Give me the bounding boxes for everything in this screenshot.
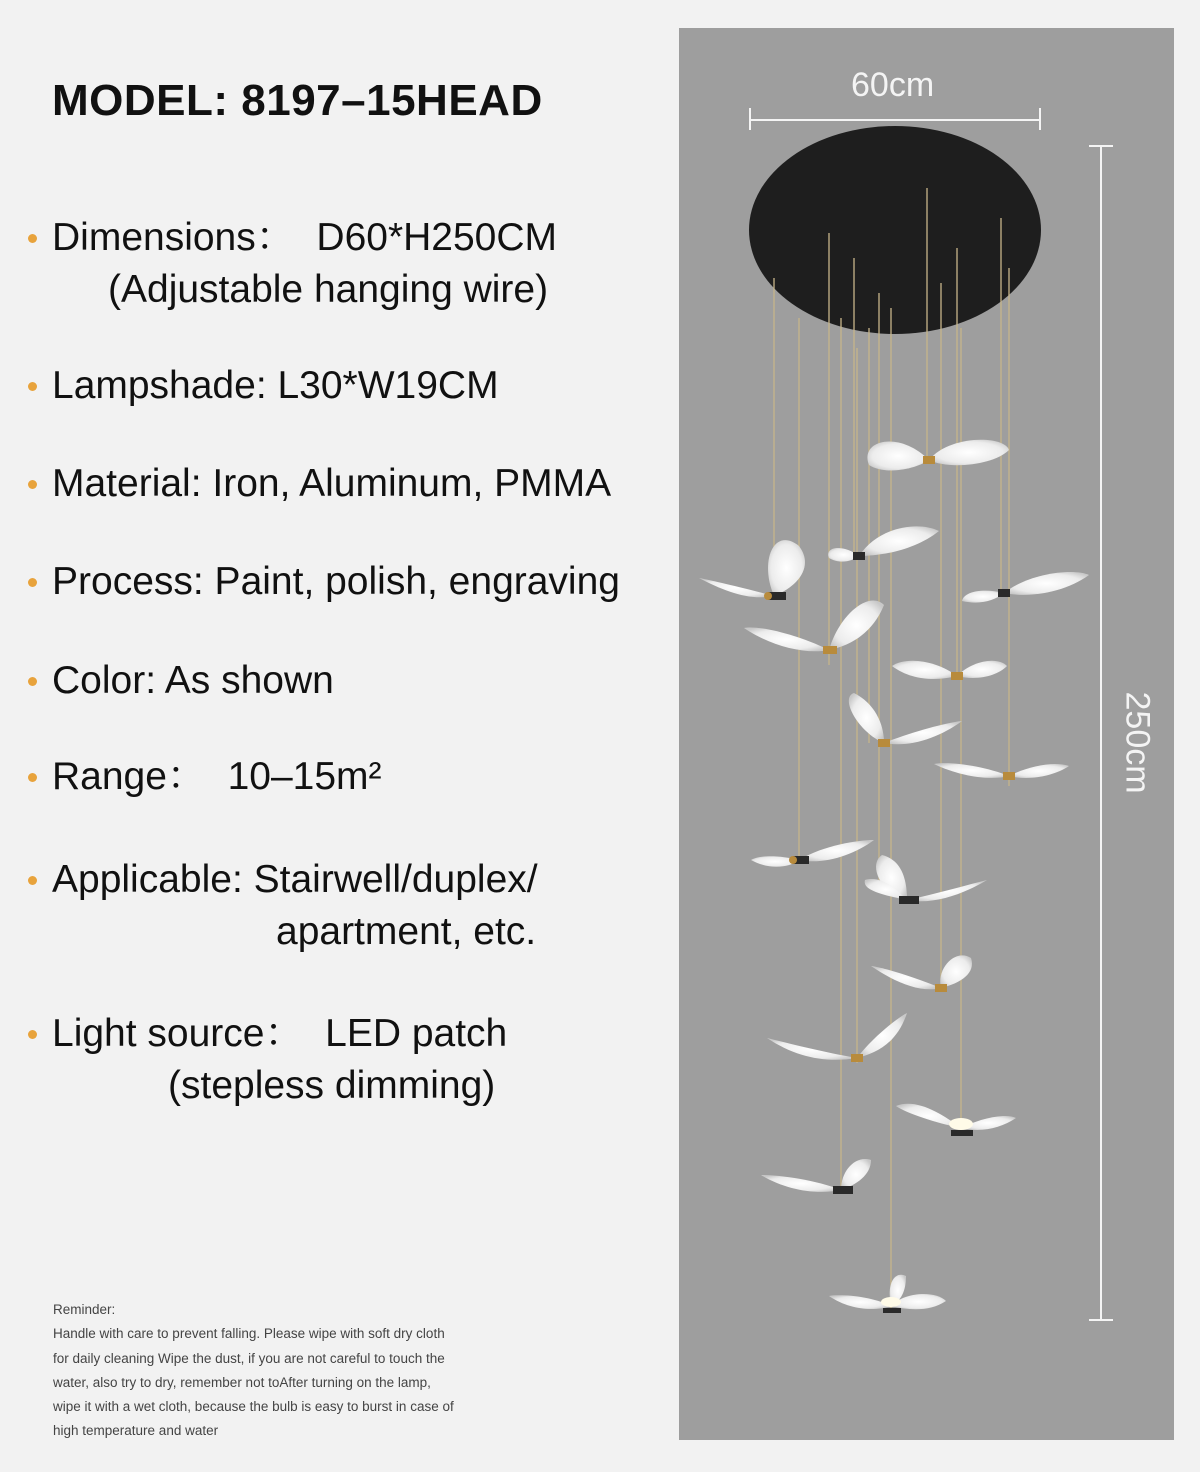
spec-dimensions-note: (Adjustable hanging wire) xyxy=(108,268,549,311)
product-photo xyxy=(679,28,1174,1440)
spec-dimensions-label: Dimensions： D60*H250CM xyxy=(52,216,558,259)
spec-dimensions xyxy=(28,212,557,316)
reminder-note xyxy=(53,1298,573,1444)
spec-range xyxy=(28,751,382,803)
model-title: MODEL: 8197–15HEAD xyxy=(52,76,543,125)
spec-applicable xyxy=(28,854,538,958)
spec-light-source-note: (stepless dimming) xyxy=(168,1064,496,1107)
spec-light-source-label: Light source： LED patch xyxy=(52,1012,508,1055)
spec-material xyxy=(28,458,611,510)
width-label: 60cm xyxy=(851,66,935,104)
spec-applicable-label: Applicable: Stairwell/duplex/ xyxy=(52,858,538,901)
ceiling-canopy xyxy=(749,126,1041,334)
height-label: 250cm xyxy=(1118,691,1157,794)
spec-process xyxy=(28,556,620,608)
bullet-dot xyxy=(28,382,37,391)
spec-color-label: Color: As shown xyxy=(52,659,334,702)
bullet-dot xyxy=(28,234,37,243)
spec-range-label: Range： 10–15m² xyxy=(52,755,382,798)
bullet-dot xyxy=(28,578,37,587)
bullet-dot xyxy=(28,480,37,489)
spec-lampshade-label: Lampshade: L30*W19CM xyxy=(52,364,499,407)
reminder-line: wipe it with a wet cloth, because the bulb is easy to burst in case of xyxy=(53,1399,454,1415)
spec-process-label: Process: Paint, polish, engraving xyxy=(52,560,620,603)
spec-lampshade xyxy=(28,360,499,412)
bullet-dot xyxy=(28,677,37,686)
bullet-dot xyxy=(28,1030,37,1039)
reminder-line: water, also try to dry, remember not toAfter turning on the lamp, xyxy=(53,1374,431,1390)
bullet-dot xyxy=(28,773,37,782)
chandelier-illustration xyxy=(679,28,1174,1440)
spec-applicable-note: apartment, etc. xyxy=(276,910,537,953)
hanging-wires xyxy=(774,188,1009,1308)
reminder-line: Handle with care to prevent falling. Please wipe with soft dry cloth xyxy=(53,1326,445,1342)
reminder-line: high temperature and water xyxy=(53,1423,219,1439)
reminder-title: Reminder: xyxy=(53,1302,116,1317)
spec-material-label: Material: Iron, Aluminum, PMMA xyxy=(52,462,612,505)
spec-light-source xyxy=(28,1008,507,1112)
spec-color xyxy=(28,655,334,707)
reminder-line: for daily cleaning Wipe the dust, if you are not careful to touch the xyxy=(53,1350,445,1366)
butterfly-lights xyxy=(699,440,1089,1313)
bullet-dot xyxy=(28,876,37,885)
